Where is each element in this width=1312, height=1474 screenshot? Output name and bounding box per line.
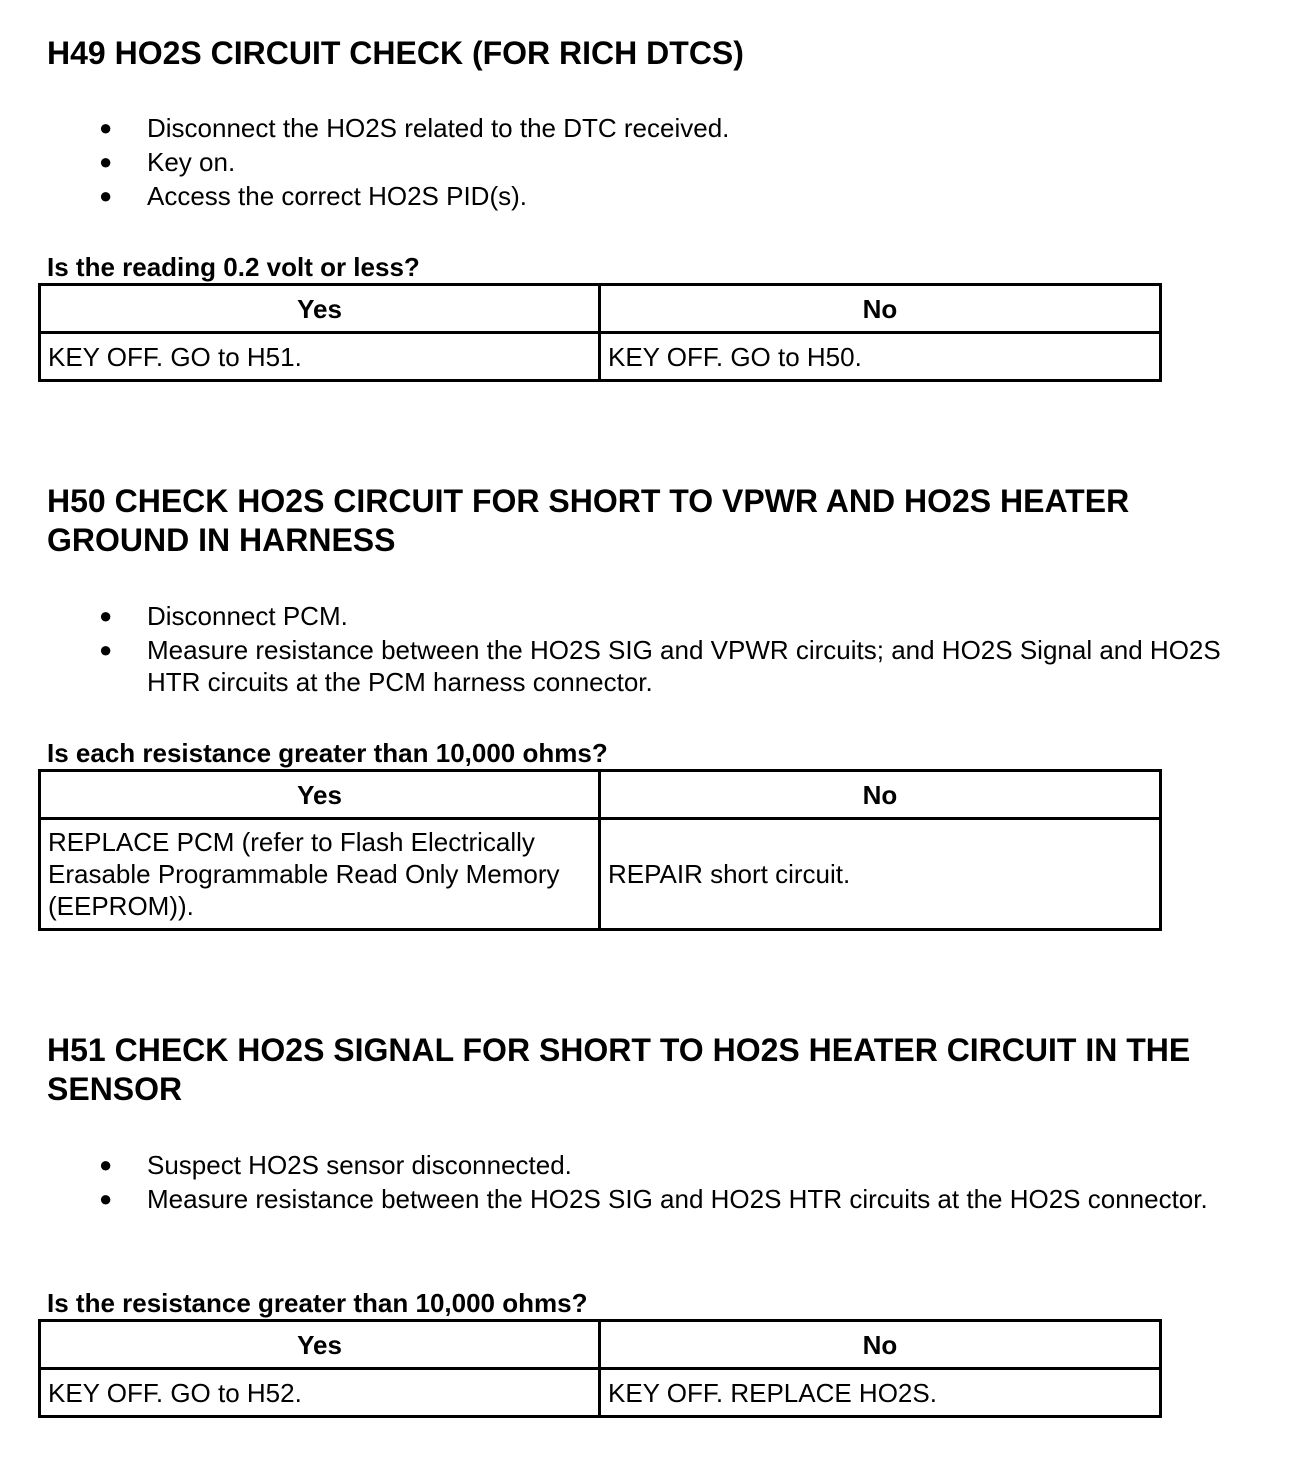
bullet-icon: ● xyxy=(99,603,113,628)
bullet-icon: ● xyxy=(99,115,113,140)
no-header: No xyxy=(600,1321,1161,1369)
step-item: ● Suspect HO2S sensor disconnected. xyxy=(99,1150,572,1180)
question-h51: Is the resistance greater than 10,000 ohms? xyxy=(47,1288,588,1318)
question-h49: Is the reading 0.2 volt or less? xyxy=(47,252,420,282)
yes-header: Yes xyxy=(40,771,600,819)
step-list-h51 xyxy=(0,1149,1312,1217)
step-item: ● Access the correct HO2S PID(s). xyxy=(99,181,527,211)
bullet-icon: ● xyxy=(99,149,113,174)
yes-header: Yes xyxy=(40,1321,600,1369)
bullet-icon: ● xyxy=(99,183,113,208)
yes-action: KEY OFF. GO to H52. xyxy=(40,1369,600,1417)
yes-action: REPLACE PCM (refer to Flash Electrically Erasable Programmable Read Only Memory (EEPROM)). xyxy=(40,819,600,930)
no-header: No xyxy=(600,285,1161,333)
bullet-icon: ● xyxy=(99,637,113,662)
step-item: ● Disconnect PCM. xyxy=(99,601,348,631)
no-action: KEY OFF. GO to H50. xyxy=(600,333,1161,381)
yes-no-table-h50 xyxy=(38,769,1162,931)
no-action: KEY OFF. REPLACE HO2S. xyxy=(600,1369,1161,1417)
step-item: ● Measure resistance between the HO2S SIG and VPWR circuits; and HO2S Signal and HO2S HTR circuits at the PCM harness connector. xyxy=(99,635,1221,697)
step-item: ● Key on. xyxy=(99,147,236,177)
yes-action: KEY OFF. GO to H51. xyxy=(40,333,600,381)
yes-no-table-h51 xyxy=(38,1319,1162,1418)
step-item: ● Disconnect the HO2S related to the DTC received. xyxy=(99,113,730,143)
bullet-icon: ● xyxy=(99,1152,113,1177)
yes-header: Yes xyxy=(40,285,600,333)
step-list-h50 xyxy=(0,600,1312,700)
no-header: No xyxy=(600,771,1161,819)
no-action: REPAIR short circuit. xyxy=(600,819,1161,930)
section-heading-h51: H51 CHECK HO2S SIGNAL FOR SHORT TO HO2S HEATER CIRCUIT IN THE SENSOR xyxy=(47,1032,1191,1107)
bullet-icon: ● xyxy=(99,1186,113,1211)
yes-no-table-h49 xyxy=(38,283,1162,382)
step-item: ● Measure resistance between the HO2S SIG and HO2S HTR circuits at the HO2S connector. xyxy=(99,1184,1208,1214)
step-list-h49 xyxy=(0,112,1312,214)
question-h50: Is each resistance greater than 10,000 ohms? xyxy=(47,738,608,768)
section-heading-h50: H50 CHECK HO2S CIRCUIT FOR SHORT TO VPWR AND HO2S HEATER GROUND IN HARNESS xyxy=(47,483,1130,558)
section-heading-h49: H49 HO2S CIRCUIT CHECK (FOR RICH DTCS) xyxy=(47,35,744,71)
